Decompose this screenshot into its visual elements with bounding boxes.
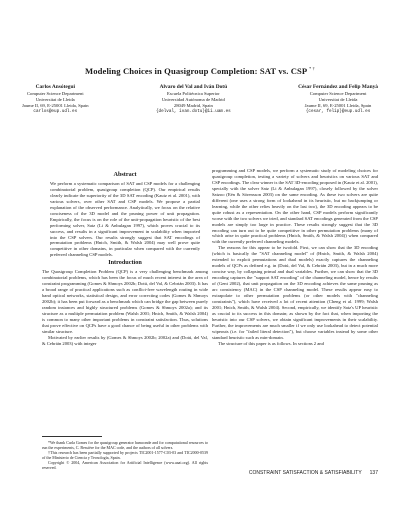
page-number: 137 (369, 470, 378, 476)
author-name: Alvaro del Val and Iván Dotú (159, 84, 228, 90)
abstract-heading: Abstract (113, 171, 137, 178)
footnotes (42, 436, 208, 470)
author-institution: Universitat de Lleida (35, 97, 75, 102)
paper-title (0, 66, 400, 76)
footnote-copyright: Copyright © 2004, American Association for Artificial Intelligence (www.aaai.org). All rights reserved. (42, 460, 208, 470)
body-paragraph-3: The structure of this paper is as follows. In sections 2 and (218, 340, 324, 346)
author-dept: Escuela Politécnica Superior (166, 91, 220, 96)
footer-section-label: CONSTRAINT SATISFACTION & SATISFIABILITY (248, 470, 362, 476)
page-footer (212, 470, 378, 476)
author-email: {cesar, felip}@eup.udl.es (305, 109, 371, 114)
author-name: César Fernández and Felip Manyà (298, 84, 378, 90)
intro-paragraph-1: The Quasigroup Completion Problem (QCP) is a very challenging benchmark among combinatorial problems, which has been the focus of much recent interest in the area of constraint programming (Gomes & Shmoys 2002b; Dotú, del Val, & Cebrián 2003). It has a broad range of practical applications such as conflict-free wavelength routing in wide band optical networks, statistical design, and error correcting codes (Gomes & Shmoys 2002b); it has been put forward as a benchmark which can bridge the gap between purely random instances and highly structured problems (Gomes & Shmoys 2002a); and its structure as a multiple permutation problem (Walsh 2001; Hnich, Smith, & Walsh 2004) is common to many other important problems in constraint satisfaction. Thus, solutions that prove effective on QCPs have a good chance of being useful in other problems with similar structure. (42, 269, 208, 334)
right-column (212, 168, 378, 347)
author-list (22, 84, 378, 115)
author-address: Jaume II, 69, E-25001 Lleida, Spain (22, 103, 89, 108)
body-paragraph-1: programming and CSP models, we perform a systematic study of modeling choices for quasigroup completion, testing a variety of solvers and heuristics on various SAT and CSP encodings. The clear winner is the SAT 3D-encoding proposed in (Kautz et al. 2001), specially with the solver Satz (Li & Anbulagan 1997), closely followed by the solver Satzoo (Eén & Sörensson 2003) on the same encoding. As these two solvers are quite different (one uses a strong form of lookahead in its heuristic, but no backjumping or learning, while the other relies heavily on the last two), the 3D encoding appears to be quite robust as a representation. On the other hand, CSP models perform significantly worse with the two solvers we tried, and standard SAT encodings generated from the CSP models are simply too large in practice. These results strongly suggest that the 3D encoding can turn out to be quite competitive in other permutation problems (many of which arise in quite practical problems (Hnich, Smith, & Walsh 2004)) when compared with the currently preferred channeling models. (212, 168, 378, 245)
footnote-funding: †This research has been partially supported by projects TIC2001-1577-C03-03 and TIC2000-0539 of the Ministerio de Ciencia y Tecnología, Spain. (42, 450, 208, 460)
body-paragraph-2: The reasons for this appear to be twofold. First, we can show that the 3D encoding (which is basically the "SAT channeling model" of (Hnich, Smith, & Walsh 2004) extended to exploit permutations and dual models) exactly captures the channeling models of QCPs as defined e.g. in (Dotú, del Val, & Cebrián 2003), but in a much more concise way, by collapsing primal and dual variables. Further, we can show that the 3D encoding captures the "support SAT encoding" of the channeling model, hence by results of (Gent 2002), that unit propagation on the 3D encoding achieves the same pruning as arc consistency (MAC) in the CSP channeling model. These results appear easy to extrapolate to other permutation problems (or other models with "channeling constraints"), which have received a lot of recent attention (Cheng et al. 1999; Walsh 2001; Hnich, Smith, & Walsh 2004). Second, empirically, we identify Satz's UP heuristic as crucial to its success in this domain; as shown by the fact that, when importing the heuristic into our CSP solvers, we obtain significant improvements in their scalability. Further, the improvements are much smaller if we only use lookahead to detect potential wipeouts (i.e. for "failed literal detection"), but choose variables instead by some other standard heuristic such as min-domain. (212, 245, 378, 340)
introduction-heading: Introduction (108, 259, 142, 267)
author-email: carlos@eup.udl.es (33, 109, 78, 114)
author-email: {delval, ivan.dotu}@ii.uam.es (155, 109, 231, 114)
abstract-body: We perform a systematic comparison of SAT and CSP models for a challenging combinatorial problem, quasigroup completion (QCP). Our empirical results clearly indicate the superiority of the 3D SAT encoding (Kautz et al. 2001), with various solvers, over other SAT and CSP models. We propose a partial explanation of the observed performance. Analytically, we focus on the relative conciseness of the 3D model and the pruning power of unit propagation. Empirically, the focus is on the role of the unit-propagation heuristic of the best performing solver, Satz (Li & Anbulagan 1997), which proves crucial to its success, and results in a significant improvement in scalability when imported into the CSP solvers. Our results strongly suggest that SAT encodings of permutation problems (Hnich, Smith, & Walsh 2004) may well prove quite competitive in other domains, in particular when compared with the currently preferred channeling CSP models. (50, 180, 200, 258)
author-block-3 (298, 84, 378, 115)
author-institution: Universitat de Lleida (318, 97, 358, 102)
title-footnote-marks: * † (309, 66, 315, 72)
author-dept: Computer Science Department (26, 91, 84, 96)
title-text: Modeling Choices in Quasigroup Completion: SAT vs. CSP (85, 66, 307, 76)
author-block-2 (156, 84, 231, 115)
author-address: Jaume II, 69, E-25001 Lleida, Spain (304, 103, 372, 108)
author-institution: Universidad Autónoma de Madrid (161, 97, 225, 102)
footnote-rule (42, 436, 102, 437)
author-address: 28049 Madrid, Spain (173, 103, 213, 108)
author-name: Carlos Ansótegui (35, 84, 75, 90)
author-dept: Computer Science Department (309, 91, 367, 96)
intro-paragraph-2: Motivated by earlier results by (Gomes & Shmoys 2002b; 2002a) and (Dotú, del Val, & Cebrián 2003) with integer (42, 334, 208, 346)
footnote-acknowledgments: *We thank Carla Gomes for the quasigroup generator hamconde and for computational resources to run the experiments, C. Bessière for the MAC code, and the authors of all solvers. (42, 440, 208, 450)
author-block-1 (22, 84, 89, 115)
left-column (42, 170, 208, 347)
